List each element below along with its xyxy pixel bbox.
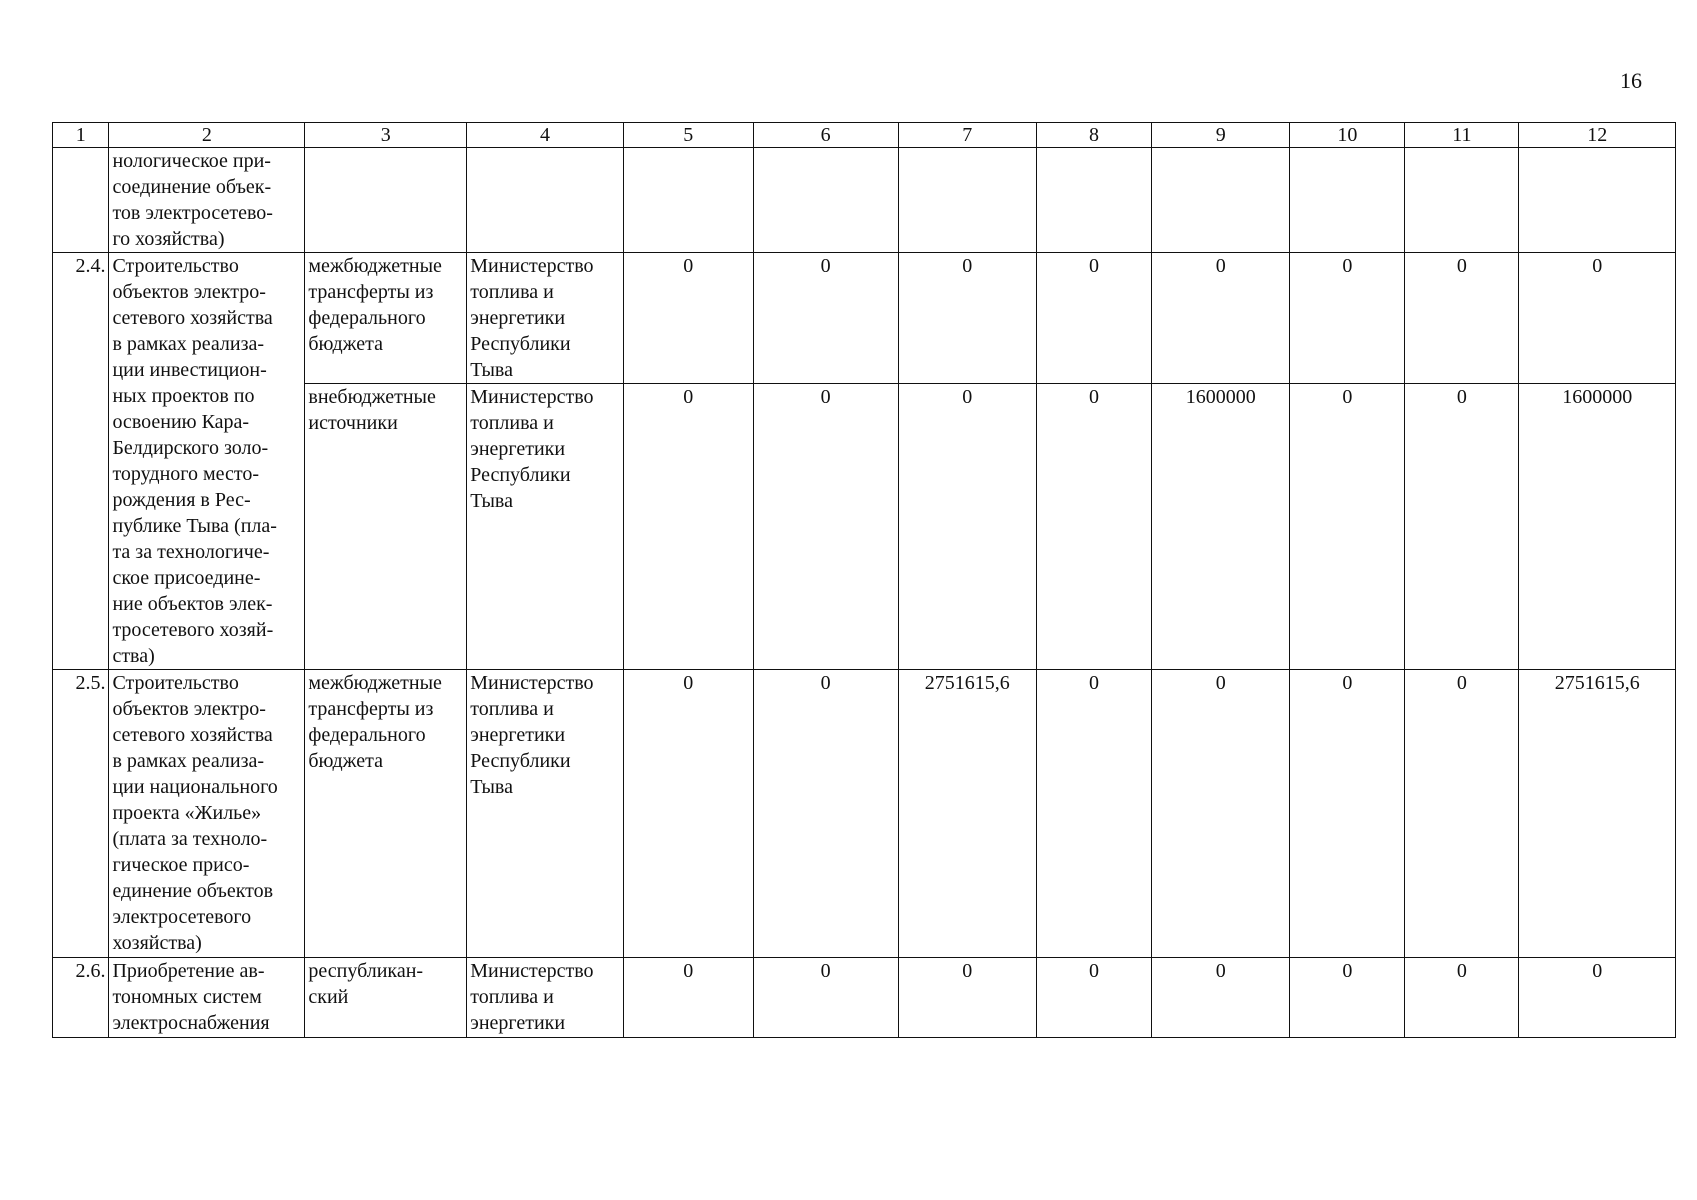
value-cell: 0 bbox=[898, 384, 1036, 670]
empty-cell bbox=[1151, 148, 1289, 253]
value-cell: 0 bbox=[1151, 253, 1289, 384]
empty-cell bbox=[305, 148, 467, 253]
value-cell: 2751615,6 bbox=[1519, 670, 1676, 958]
value-cell: 0 bbox=[753, 958, 898, 1038]
value-cell: 0 bbox=[753, 384, 898, 670]
empty-cell bbox=[1036, 148, 1151, 253]
executor: Министерство топлива и энергетики Республики Тыва bbox=[467, 670, 624, 958]
value-cell: 0 bbox=[1036, 958, 1151, 1038]
empty-cell bbox=[898, 148, 1036, 253]
table-row bbox=[53, 958, 1676, 1038]
funding-source: республикан- ский bbox=[305, 958, 467, 1038]
executor: Министерство топлива и энергетики Республики Тыва bbox=[467, 253, 624, 384]
column-number: 10 bbox=[1290, 123, 1405, 148]
value-cell: 0 bbox=[623, 958, 753, 1038]
empty-cell bbox=[1519, 148, 1676, 253]
empty-cell bbox=[623, 148, 753, 253]
row-code: 2.6. bbox=[53, 958, 109, 1038]
value-cell: 0 bbox=[623, 384, 753, 670]
value-cell: 0 bbox=[1290, 958, 1405, 1038]
value-cell: 0 bbox=[1405, 958, 1519, 1038]
row-name: Приобретение ав- тономных систем электроснабжения bbox=[109, 958, 305, 1038]
value-cell: 0 bbox=[1405, 670, 1519, 958]
row-code bbox=[53, 148, 109, 253]
value-cell: 0 bbox=[1036, 670, 1151, 958]
value-cell: 0 bbox=[1519, 958, 1676, 1038]
executor: Министерство топлива и энергетики Республики Тыва bbox=[467, 384, 624, 670]
column-number: 9 bbox=[1151, 123, 1289, 148]
column-number: 4 bbox=[467, 123, 624, 148]
row-name: Строительство объектов электро- сетевого хозяйства в рамках реализа- ции национального проекта «Жилье» (плата за техноло- гическое присо- единение объектов электросетевого хозяйства) bbox=[109, 670, 305, 958]
empty-cell bbox=[467, 148, 624, 253]
funding-source: внебюджетные источники bbox=[305, 384, 467, 670]
value-cell: 0 bbox=[1290, 253, 1405, 384]
column-number-row bbox=[53, 123, 1676, 148]
empty-cell bbox=[1290, 148, 1405, 253]
value-cell: 0 bbox=[1036, 384, 1151, 670]
value-cell: 2751615,6 bbox=[898, 670, 1036, 958]
value-cell: 0 bbox=[1151, 958, 1289, 1038]
row-code: 2.4. bbox=[53, 253, 109, 670]
funding-source: межбюджетные трансферты из федерального бюджета bbox=[305, 670, 467, 958]
value-cell: 0 bbox=[623, 670, 753, 958]
budget-table bbox=[52, 122, 1676, 1038]
column-number: 11 bbox=[1405, 123, 1519, 148]
row-code: 2.5. bbox=[53, 670, 109, 958]
value-cell: 0 bbox=[1290, 670, 1405, 958]
value-cell: 0 bbox=[1405, 384, 1519, 670]
empty-cell bbox=[753, 148, 898, 253]
value-cell: 0 bbox=[753, 670, 898, 958]
column-number: 2 bbox=[109, 123, 305, 148]
column-number: 1 bbox=[53, 123, 109, 148]
column-number: 3 bbox=[305, 123, 467, 148]
column-number: 8 bbox=[1036, 123, 1151, 148]
row-name: нологическое при- соединение объек- тов электросетево- го хозяйства) bbox=[109, 148, 305, 253]
empty-cell bbox=[1405, 148, 1519, 253]
value-cell: 0 bbox=[1405, 253, 1519, 384]
value-cell: 0 bbox=[1151, 670, 1289, 958]
value-cell: 0 bbox=[623, 253, 753, 384]
value-cell: 0 bbox=[1519, 253, 1676, 384]
funding-source: межбюджетные трансферты из федерального бюджета bbox=[305, 253, 467, 384]
page-number: 16 bbox=[1620, 68, 1642, 93]
column-number: 7 bbox=[898, 123, 1036, 148]
column-number: 6 bbox=[753, 123, 898, 148]
value-cell: 0 bbox=[898, 958, 1036, 1038]
table-row bbox=[53, 670, 1676, 958]
column-number: 5 bbox=[623, 123, 753, 148]
executor: Министерство топлива и энергетики bbox=[467, 958, 624, 1038]
value-cell: 0 bbox=[898, 253, 1036, 384]
column-number: 12 bbox=[1519, 123, 1676, 148]
value-cell: 0 bbox=[753, 253, 898, 384]
value-cell: 1600000 bbox=[1519, 384, 1676, 670]
table-row bbox=[53, 148, 1676, 253]
value-cell: 1600000 bbox=[1151, 384, 1289, 670]
value-cell: 0 bbox=[1036, 253, 1151, 384]
value-cell: 0 bbox=[1290, 384, 1405, 670]
table-row bbox=[53, 253, 1676, 384]
row-name: Строительство объектов электро- сетевого хозяйства в рамках реализа- ции инвестицион- ных проектов по освоению Кара- Белдирского золо- торудного место- рождения в Рес- публике Тыва (пла- та за технологиче- ское присоедине- ние объектов элек- тросетевого хозяй- ства) bbox=[109, 253, 305, 670]
